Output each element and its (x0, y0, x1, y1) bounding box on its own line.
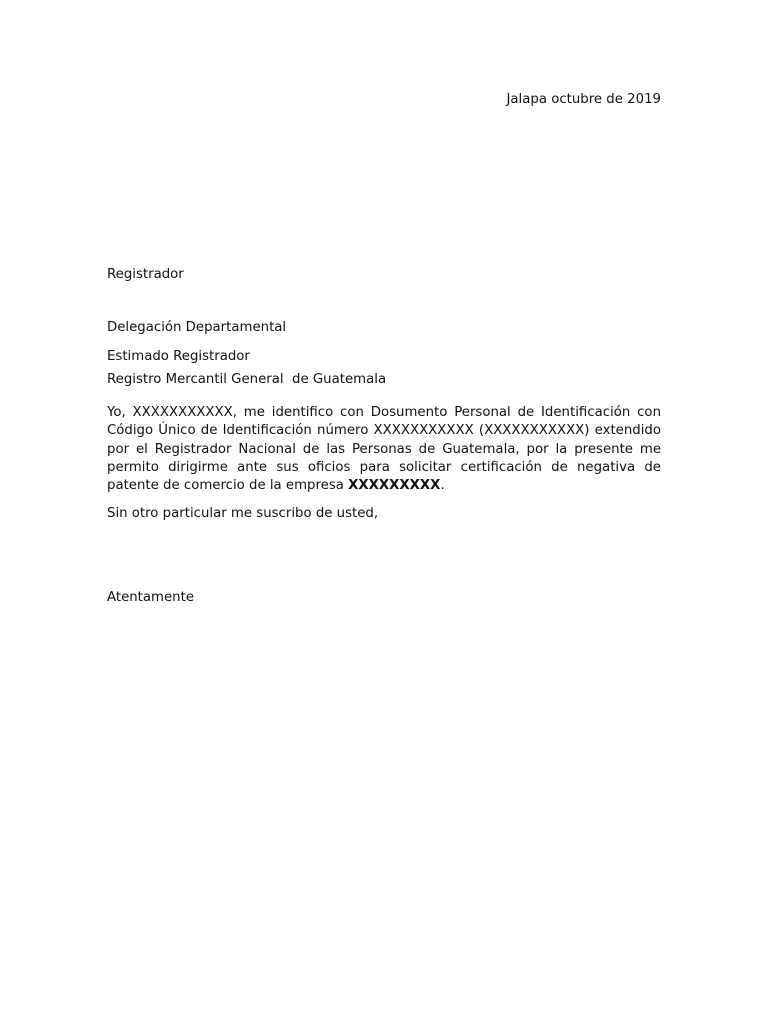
recipient-block (107, 231, 386, 424)
recipient-title: Registrador (107, 267, 184, 282)
date-line: Jalapa octubre de 2019 (506, 92, 661, 107)
body-paragraph (107, 404, 661, 495)
recipient-institution: Registro Mercantil General de Guatemala (107, 372, 387, 387)
salutation: Estimado Registrador (107, 349, 250, 364)
signoff: Atentamente (107, 590, 195, 605)
closing-line: Sin otro particular me suscribo de usted, (107, 506, 379, 521)
company-name: XXXXXXXXX (348, 478, 441, 494)
body-text: Yo, XXXXXXXXXXX, me identifico con Dosumento Personal de Identificación con Código Único de Identificación número XXXXXXXXXXX (XXXXXXXXXXX) extendido por el Registrador Nacional de las Personas de Guatemala, por la presente me permito dirigirme ante sus oficios para solicitar certificación de negativa de patente de comercio de la empresa (107, 405, 661, 494)
body-end: . (440, 478, 445, 494)
recipient-office: Delegación Departamental (107, 319, 287, 335)
